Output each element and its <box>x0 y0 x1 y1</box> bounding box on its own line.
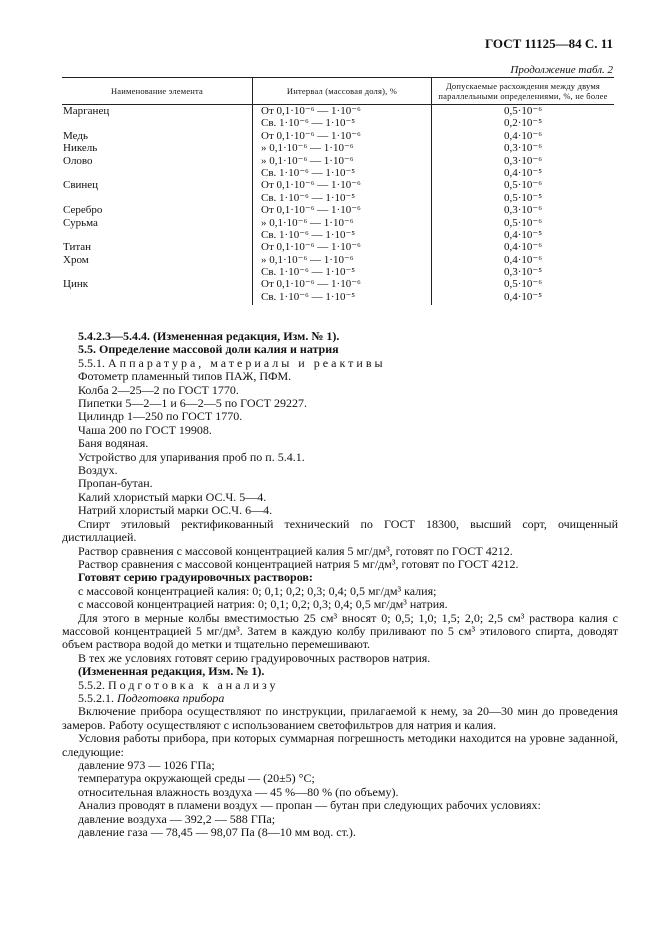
cell-tolerance: 0,4·10⁻⁵ <box>503 228 543 241</box>
cell-element <box>62 117 253 129</box>
para: 5.4.2.3—5.4.4. (Измененная редакция, Изм. № 1). <box>78 329 340 343</box>
cell-interval: От 0,1·10⁻⁶ — 1·10⁻⁶ <box>253 204 432 216</box>
para: Фотометр пламенный типов ПАЖ, ПФМ. <box>78 369 292 384</box>
para: Для этого в мерные колбы вместимостью 25 см³ вносят 0; 0,5; 1,0; 1,5; 2,0; 2,5 см³ раствора калия с массовой концентрацией 5 мг/дм³. Затем в каждую колбу приливают по 5 см³ этилового спирта, доводят объем раствора водой до метки и тщательно перемешивают. <box>62 610 618 652</box>
table-continuation-label: Продолжение табл. 2 <box>510 64 613 76</box>
cell-tolerance: 0,3·10⁻⁶ <box>503 204 543 217</box>
col-header-tolerance: Допускаемые расхождения между двумя параллельными определениями, %, не более <box>432 78 615 105</box>
cell-element <box>62 291 253 305</box>
cell-element: Серебро <box>62 204 253 216</box>
para: Чаша 200 по ГОСТ 19908. <box>78 422 212 437</box>
cell-interval: » 0,1·10⁻⁶ — 1·10⁻⁶ <box>253 254 432 266</box>
para: Раствор сравнения с массовой концентрацией калия 5 мг/дм³, готовят по ГОСТ 4212. <box>78 543 513 558</box>
subsection-title: 5.5.2.1. Подготовка прибора <box>78 690 225 705</box>
cell-interval: От 0,1·10⁻⁶ — 1·10⁻⁶ <box>253 179 432 191</box>
para: давление газа — 78,45 — 98,07 Па (8—10 мм вод. ст.). <box>78 825 356 840</box>
table-row <box>62 217 614 229</box>
cell-element <box>62 266 253 278</box>
para: Раствор сравнения с массовой концентрацией натрия 5 мг/дм³, готовят по ГОСТ 4212. <box>78 556 519 571</box>
cell-tolerance: 0,2·10⁻⁵ <box>503 117 543 130</box>
table-row <box>62 155 614 167</box>
table-row <box>62 117 614 129</box>
table-row <box>62 291 614 305</box>
cell-tolerance: 0,5·10⁻⁶ <box>503 278 543 291</box>
table-row <box>62 105 614 118</box>
cell-interval: От 0,1·10⁻⁶ — 1·10⁻⁶ <box>253 278 432 290</box>
cell-element: Марганец <box>62 105 253 118</box>
para: Цилиндр 1—250 по ГОСТ 1770. <box>78 409 243 424</box>
cell-interval: Св. 1·10⁻⁶ — 1·10⁻⁵ <box>253 229 432 241</box>
para: Баня водяная. <box>78 436 149 451</box>
table-row <box>62 142 614 154</box>
subsection-title: 5.5.1. Аппаратура, материалы и реактивы <box>78 355 386 370</box>
table-row <box>62 241 614 253</box>
cell-tolerance: 0,4·10⁻⁵ <box>503 166 543 179</box>
para: температура окружающей среды — (20±5) °С; <box>78 771 315 786</box>
body-text <box>62 329 618 840</box>
table-row <box>62 179 614 191</box>
para: Пипетки 5—2—1 и 6—2—5 по ГОСТ 29227. <box>78 396 307 411</box>
para: Устройство для упаривания проб по п. 5.4.1. <box>78 449 305 464</box>
para: относительная влажность воздуха — 45 %—80 % (по объему). <box>78 784 399 799</box>
para: Воздух. <box>78 463 118 478</box>
cell-interval: » 0,1·10⁻⁶ — 1·10⁻⁶ <box>253 217 432 229</box>
table-row <box>62 204 614 216</box>
table-row <box>62 229 614 241</box>
table-row <box>62 266 614 278</box>
tolerance-table <box>62 77 614 305</box>
cell-element <box>62 192 253 204</box>
cell-element: Медь <box>62 130 253 142</box>
cell-interval: Св. 1·10⁻⁶ — 1·10⁻⁵ <box>253 291 432 305</box>
table-row <box>62 130 614 142</box>
cell-interval: » 0,1·10⁻⁶ — 1·10⁻⁶ <box>253 155 432 167</box>
cell-tolerance: 0,4·10⁻⁶ <box>503 253 543 266</box>
cell-interval: От 0,1·10⁻⁶ — 1·10⁻⁶ <box>253 130 432 142</box>
cell-interval: От 0,1·10⁻⁶ — 1·10⁻⁶ <box>253 241 432 253</box>
para: Анализ проводят в пламени воздух — пропан — бутан при следующих рабочих условиях: <box>78 798 541 813</box>
cell-element: Сурьма <box>62 217 253 229</box>
cell-element: Хром <box>62 254 253 266</box>
table-row <box>62 278 614 290</box>
para: Включение прибора осуществляют по инструкции, прилагаемой к нему, за 20—30 мин до проведения замеров. Работу осуществляют с использованием светофильтров для натрия и калия. <box>62 704 618 732</box>
table-row <box>62 192 614 204</box>
col-header-element: Наименование элемента <box>62 78 253 105</box>
cell-element: Свинец <box>62 179 253 191</box>
cell-tolerance: 0,3·10⁻⁶ <box>503 154 543 167</box>
para: давление воздуха — 392,2 — 588 ГПа; <box>78 811 276 826</box>
cell-tolerance: 0,5·10⁻⁶ <box>503 105 543 117</box>
para: Готовят серию градуировочных растворов: <box>78 570 313 585</box>
cell-element: Цинк <box>62 278 253 290</box>
para: давление 973 — 1026 ГПа; <box>78 758 215 772</box>
cell-tolerance: 0,3·10⁻⁵ <box>503 266 543 279</box>
cell-tolerance: 0,5·10⁻⁵ <box>503 191 543 204</box>
cell-interval: Св. 1·10⁻⁶ — 1·10⁻⁵ <box>253 266 432 278</box>
para: (Измененная редакция, Изм. № 1). <box>78 664 265 679</box>
para: Условия работы прибора, при которых суммарная погрешность методики находится на уровне заданной, следующие: <box>62 731 618 759</box>
para: с массовой концентрацией натрия: 0; 0,1; 0,2; 0,3; 0,4; 0,5 мг/дм³ натрия. <box>78 597 448 612</box>
para: Колба 2—25—2 по ГОСТ 1770. <box>78 382 239 397</box>
cell-element <box>62 229 253 241</box>
cell-element: Титан <box>62 241 253 253</box>
col-header-interval: Интервал (массовая доля), % <box>253 78 432 105</box>
cell-element: Олово <box>62 155 253 167</box>
cell-interval: Св. 1·10⁻⁶ — 1·10⁻⁵ <box>253 192 432 204</box>
table-row <box>62 167 614 179</box>
para: В тех же условиях готовят серию градуировочных растворов натрия. <box>78 650 431 665</box>
para: Спирт этиловый ректификованный технический по ГОСТ 18300, высший сорт, очищенный дистиллацией. <box>62 516 618 545</box>
cell-interval: » 0,1·10⁻⁶ — 1·10⁻⁶ <box>253 142 432 154</box>
page-header: ГОСТ 11125—84 С. 11 <box>484 36 613 51</box>
cell-element <box>62 167 253 179</box>
section-title: 5.5. Определение массовой доли калия и натрия <box>78 342 339 357</box>
cell-element: Никель <box>62 142 253 154</box>
cell-tolerance: 0,4·10⁻⁵ <box>503 290 543 303</box>
para: Калий хлористый марки ОС.Ч. 5—4. <box>78 489 267 504</box>
subsection-title: 5.5.2. Подготовка к анализу <box>78 677 279 692</box>
cell-interval: Св. 1·10⁻⁶ — 1·10⁻⁵ <box>253 167 432 179</box>
cell-interval: От 0,1·10⁻⁶ — 1·10⁻⁶ <box>253 105 432 118</box>
cell-tolerance: 0,3·10⁻⁶ <box>503 142 543 155</box>
cell-tolerance: 0,5·10⁻⁶ <box>503 179 543 192</box>
para: Натрий хлористый марки ОС.Ч. 6—4. <box>78 503 273 518</box>
cell-tolerance: 0,4·10⁻⁶ <box>503 129 543 142</box>
table-row <box>62 254 614 266</box>
para: с массовой концентрацией калия: 0; 0,1; 0,2; 0,3; 0,4; 0,5 мг/дм³ калия; <box>78 583 437 598</box>
cell-tolerance: 0,4·10⁻⁶ <box>503 241 543 254</box>
cell-tolerance: 0,5·10⁻⁶ <box>503 216 543 229</box>
cell-interval: Св. 1·10⁻⁶ — 1·10⁻⁵ <box>253 117 432 129</box>
para: Пропан-бутан. <box>78 476 153 491</box>
